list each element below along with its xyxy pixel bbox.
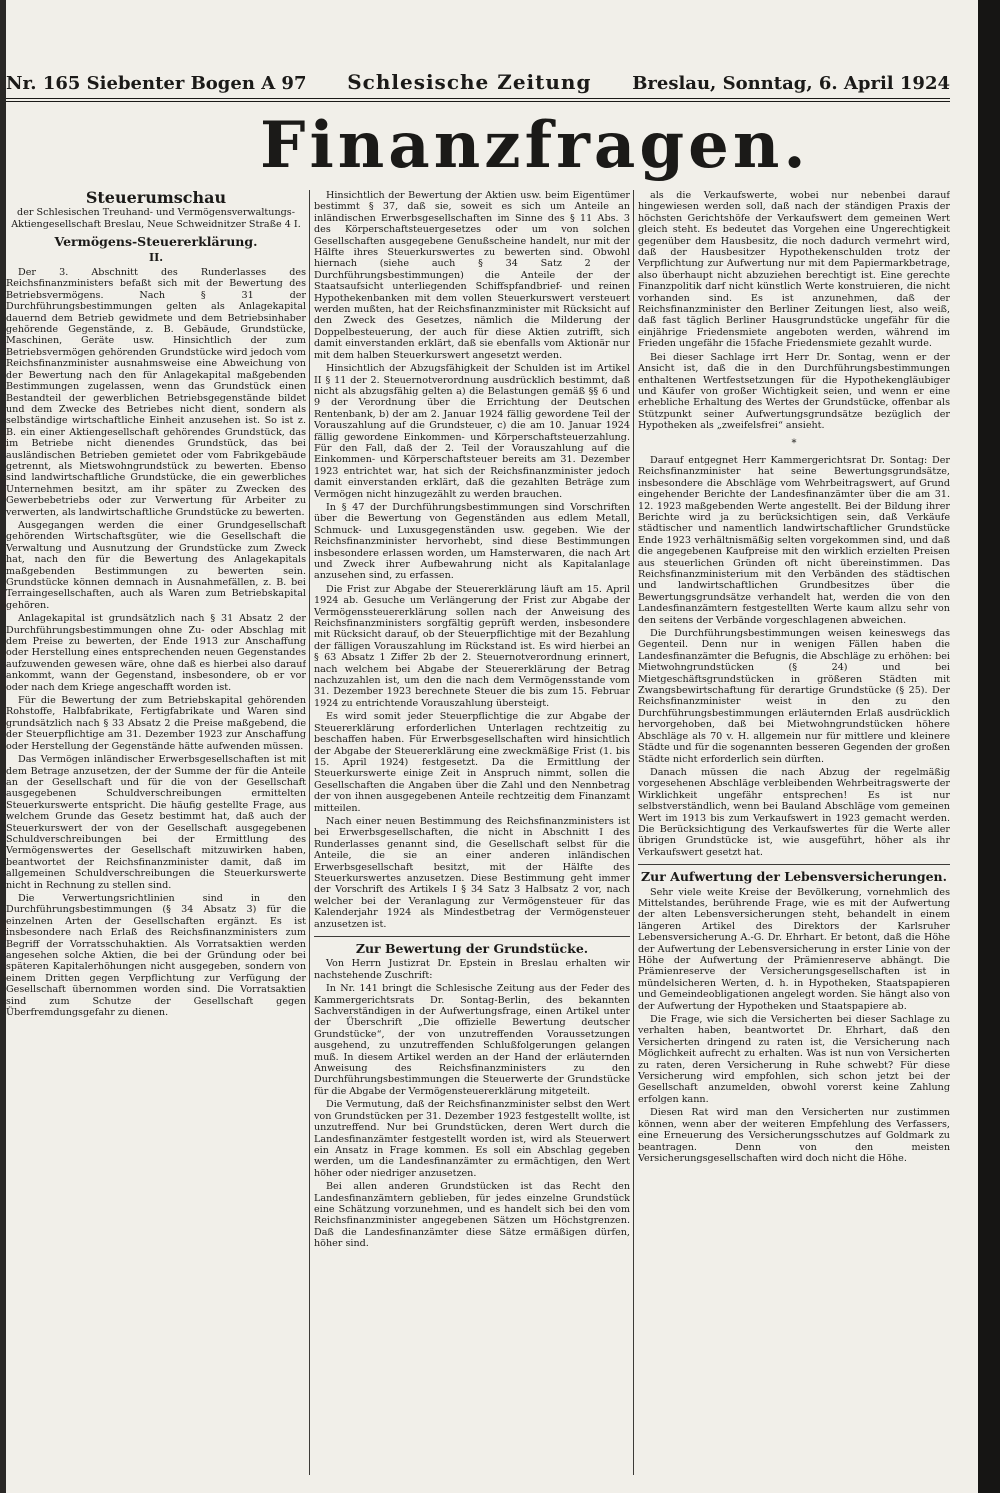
paragraph: Das Vermögen inländischer Erwerbsgesellschaften ist mit dem Betrage anzusetzen, der der Summe der für die Anteile an der Gesellschaft und für die von der Gesellschaft ausgegebenen Schuldverschreibungen ermittelten Steuerkurswerte entspricht. Die häufig gestellte Frage, aus welchem Grunde das Gesetz bestimmt hat, daß auch der Steuerkurswert der von der Gesellschaft ausgegebenen Schuldverschreibungen bei der Ermittlung des Vermögenswertes der Gesellschaft mitzuwirken haben, beantwortet der Reichsfinanzminister damit, daß im allgemeinen Schuldverschreibungen die Steuerkurswerte nicht in Rechnung zu stellen sind. [6,754,306,891]
article-byline: Von Herrn Justizrat Dr. Epstein in Breslau erhalten wir nachstehende Zuschrift: [314,958,630,981]
article-subheading: Vermögens-Steuererklärung. [54,234,258,250]
paragraph: Nach einer neuen Bestimmung des Reichsfinanzministers ist bei Erwerbsgesellschaften, die nicht in Abschnitt I des Runderlasses genannt sind, die Gesellschaft selbst für die Anteile, die sie an einer anderen inländischen Erwerbsgesellschaft besitzt, mit der Hälfte des Steuerkurswertes anzusetzen. Diese Bestimmung geht immer der Vorschrift des Artikels I § 34 Satz 3 Halbsatz 2 vor, nach welcher bei der Veranlagung zur Vermögensteuer für das Kalenderjahr 1924 als Mindestbetrag der Vermögensteuer anzusetzen ist. [314,815,630,930]
paragraph: In § 47 der Durchführungsbestimmungen sind Vorschriften über die Bewertung von Gegenständen aus edlem Metall, Schmuck- und Luxusgegenständen usw. gegeben. Wie der Reichsfinanzminister hervorhebt, sind diese Bestimmungen insbesondere erlassen worden, um Hamsterwaren, die nach Art und Zweck ihrer Aufbewahrung nicht als Kapitalanlage anzusehen sind, zu erfassen. [314,501,630,582]
paragraph: Hinsichtlich der Bewertung der Aktien usw. beim Eigentümer bestimmt § 37, daß sie, soweit es sich um Anteile an inländischen Erwerbsgesellschaften im Sinne des § 11 Abs. 3 des Körperschaftsteuergesetzes oder um von solchen Gesellschaften ausgegebene Genußscheine handelt, nur mit der Hälfte ihres Steuerkurswertes zu bewerten sind. Obwohl hiernach (siehe auch § 34 Satz 2 der Durchführungsbestimmungen) die Anteile der der Staatsaufsicht unterliegenden Schiffspfandbrief- und reinen Hypothekenbanken mit dem vollen Steuerkurswert versteuert werden mußten, hat der Reichsfinanzminister mit Rücksicht auf den Zweck des Gesetzes, nämlich die Milderung der Doppelbesteuerung, der auch für diese Aktien zutrifft, sich damit einverstanden erklärt, daß sie ebenfalls vom Aktionär nur mit dem halben Steuerkurswert angesetzt werden. [314,190,630,361]
paragraph: Diesen Rat wird man den Versicherten nur zustimmen können, wenn aber der weiteren Empfehlung des Verfassers, eine Erneuerung des Versicherungsschutzes auf Goldmark zu beantragen. Denn von den meisten Versicherungsgesellschaften wird doch nicht die Höhe. [638,1107,950,1164]
paragraph: Die Vermutung, daß der Reichsfinanzminister selbst den Wert von Grundstücken per 31. Dezember 1923 festgestellt wollte, ist unzutreffend. Nur bei Grundstücken, deren Wert durch die Landesfinanzämter festgestellt worden ist, wird als Steuerwert ein Ansatz in Frage kommen. Es soll ein Abschlag gegeben werden, um die Landesfinanzämter zu ermächtigen, den Wert höher oder niedriger anzusetzen. [314,1099,630,1179]
article-byline: der Schlesischen Treuhand- und Vermögensverwaltungs-Aktiengesellschaft Breslau, Neue Schweidnitzer Straße 4 I. [11,207,301,230]
paragraph: Die Frist zur Abgabe der Steuererklärung läuft am 15. April 1924 ab. Gesuche um Verlängerung der Frist zur Abgabe der Vermögenssteuererklärung sollen nach der Anweisung des Reichsfinanzministers sorgfältig geprüft werden, insbesondere mit Rücksicht darauf, ob der Steuerpflichtige mit der Bezahlung der fälligen Vorauszahlung im Rückstand ist. Es wird hierbei an § 63 Absatz 1 Ziffer 2b der 2. Steuernotverordnung erinnert, nach welchem bei Abgabe der Steuererklärung der Betrag nachzuzahlen ist, um den die nach dem Vermögensstande vom 31. Dezember 1923 berechnete Steuer die bis zum 15. Februar 1924 zu entrichtende Vorauszahlung übersteigt. [314,583,630,709]
column-2 [314,190,630,1475]
paragraph: Für die Bewertung der zum Betriebskapital gehörenden Rohstoffe, Halbfabrikate, Fertigfabrikate und Waren sind grundsätzlich nach § 33 Absatz 2 die Preise maßgebend, die der Steuerpflichtige am 31. Dezember 1923 zur Anschaffung oder Herstellung der Gegenstände hätte aufwenden müssen. [6,695,306,752]
paragraph: Die Frage, wie sich die Versicherten bei dieser Sachlage zu verhalten haben, beantwortet Dr. Ehrhart, daß den Versicherten dringend zu raten ist, die Versicherung nach Möglichkeit aufrecht zu erhalten. Was ist nun von Versicherten zu raten, deren Versicherung in Ruhe schwebt? Für diese Versicherung wird empfohlen, sich schon jetzt bei der Gesellschaft anzumelden, obwohl vorerst keine Zahlung erfolgen kann. [638,1014,950,1105]
paragraph: Ausgegangen werden die einer Grundgesellschaft gehörenden Wirtschaftsgüter, wie die Gesellschaft die Verwaltung und Ausnutzung der Grundstücke zum Zweck hat, nach den für die Bewertung des Anlagekapitals maßgebenden Bestimmungen zu bewerten sein. Grundstücke können demnach in Ausnahmefällen, z. B. bei Terraingesellschaften, auch als Waren zum Betriebskapital gehören. [6,519,306,611]
paragraph: als die Verkaufswerte, wobei nur nebenbei darauf hingewiesen werden soll, daß nach der ständigen Praxis der höchsten Gerichtshöfe der Verkaufswert dem gemeinen Wert gleich steht. Es bedeutet das Vorgehen eine Ungerechtigkeit gegenüber dem Hausbesitz, die noch dadurch vermehrt wird, daß der Hausbesitzer Hypothekenschulden trotz der Verpflichtung zur Aufwertung nur mit dem Papiermarkbetrage, also überhaupt nicht abzuziehen berechtigt ist. Eine gerechte Finanzpolitik darf nicht künstlich Werte konstruieren, die nicht vorhanden sind. Es ist anzunehmen, daß der Reichsfinanzminister den Berliner Zeitungen liest, also weiß, daß fast täglich Berliner Hausgrundstücke ungefähr für die einjährige Friedensmiete angeboten werden, während im Frieden ungefähr die 15fache Friedensmiete gezahlt wurde. [638,190,950,350]
article-heading: Steuerumschau [85,190,227,207]
paragraph: Die Verwertungsrichtlinien sind in den Durchführungsbestimmungen (§ 34 Absatz 3) für die einzelnen Arten der Gesellschaften ergänzt. Es ist insbesondere nach Erlaß des Reichsfinanzministers zum Begriff der Vorratsschuhaktien. Als Vorratsaktien werden angesehen solche Aktien, die bei der Gründung oder bei späteren Kapitalerhöhungen nicht ausgegeben, sondern von einem Dritten gegen Verpflichtung zur Verfügung der Gesellschaft übernommen worden sind. Die Vorratsaktien sind zum Schutze der Gesellschaft gegen Überfremdungsgefahr zu dienen. [6,892,306,1019]
article-heading: Zur Bewertung der Grundstücke. [355,941,589,956]
article-heading: Zur Aufwertung der Lebensversicherungen. [641,869,947,885]
masthead [6,64,950,102]
paragraph: Darauf entgegnet Herr Kammergerichtsrat Dr. Sontag: Der Reichsfinanzminister hat seine Bewertungsgrundsätze, insbesondere die Abschläge vom Wehrbeitragswert, auf Grund eingehender Berichte der Landesfinanzämter über die am 31. 12. 1923 maßgebenden Werte angestellt. Bei der Bildung ihrer Berichte wird ja zu berücksichtigen sein, daß Verkäufe städtischer und namentlich landwirtschaftlicher Grundstücke Ende 1923 verhältnismäßig selten vorgekommen sind, und daß die angegebenen Kaufpreise mit den wirklich erzielten Preisen aus steuerlichen Gründen oft nicht übereinstimmen. Das Reichsfinanzministerium mit den Verbänden des städtischen und landwirtschaftlichen Grundbesitzes über die Bewertungsgrundsätze verhandelt hat, werden die von den Landesfinanzämtern festgestellten Werte kaum allzu sehr von den seitens der Verbände vorgeschlagenen abweichen. [638,454,950,626]
column-1 [6,190,306,1475]
paragraph: Hinsichtlich der Abzugsfähigkeit der Schulden ist im Artikel II § 11 der 2. Steuernotverordnung ausdrücklich bestimmt, daß nicht als abzugsfähig gelten a) die Belastungen gemäß §§ 6 und 9 der Verordnung über die Errichtung der Deutschen Rentenbank, b) der am 2. Januar 1924 fällig gewordene Teil der Vorauszahlung auf die Grundsteuer, c) die am 10. Januar 1924 fällig gewordene Einkommen- und Körperschaftsteuerzahlung. Für den Fall, daß der 2. Teil der Vorauszahlung auf die Einkommen- und Körperschaftsteuer bereits am 31. Dezember 1923 entrichtet war, hat sich der Reichsfinanzminister jedoch damit einverstanden erklärt, daß die gezahlten Beträge zum Vermögen nicht hinzugezählt zu werden brauchen. [314,363,630,500]
paragraph: Bei dieser Sachlage irrt Herr Dr. Sontag, wenn er der Ansicht ist, daß die in den Durchführungsbestimmungen enthaltenen Wertfestsetzungen für die Hypothekengläubiger und Käufer von großer Wichtigkeit seien, und wenn er eine erhebliche Erhaltung des Wertes der Grundstücke, offenbar als Stützpunkt seiner Aufwertungsgrundsätze bezüglich der Hypotheken als „zweifelsfrei“ ansieht. [638,351,950,432]
column-rule [309,190,310,1475]
masthead-dateline: Breslau, Sonntag, 6. April 1924 [632,73,950,94]
paragraph: Der 3. Abschnitt des Runderlasses des Reichsfinanzministers befaßt sich mit der Bewertung des Betriebsvermögens. Nach § 31 der Durchführungsbestimmungen gelten als Anlagekapital dauernd dem Betrieb gewidmete und dem Betriebsinhaber gehörende Gegenstände, z. B. Gebäude, Grundstücke, Maschinen, Geräte usw. Hinsichtlich der zum Betriebsvermögen gehörenden Grundstücke wird jedoch vom Reichsfinanzminister ausnahmsweise eine Abweichung von der Bewertung nach den für Anlagekapital maßgebenden Bestimmungen zugelassen, wenn das Grundstück einen Bestandteil der gewerblichen Betriebsgegenstände bildet und dem Zwecke des Betriebes nicht dient, sondern als selbständige wirtschaftliche Einheit anzusehen ist. So ist z. B. ein einer Aktiengesellschaft gehörendes Grundstück, das im Betriebe nicht dienendes Grundstück, das bei ausländischen Betrieben gemietet oder vom Fabrikgebäude getrennt, als Mietswohngrundstück zu bewerten. Ebenso sind landwirtschaftliche Grundstücke, die ein gewerbliches Unternehmen besitzt, am ihr später zu Zwecken des Gewerbebetriebs oder zur Verwertung für Arbeiter zu verwerten, als landwirtschaftliche Grundstücke zu bewerten. [6,267,306,518]
section-star-divider: * [791,437,797,449]
paragraph: Anlagekapital ist grundsätzlich nach § 31 Absatz 2 der Durchführungsbestimmungen ohne Zu- oder Abschlag mit dem Preise zu bewerten, der Ende 1913 zur Anschaffung oder Herstellung eines entsprechenden neuen Gegenstandes aufzuwenden gewesen wäre, ohne daß es hierbei also darauf ankommt, wann der Gegenstand, insbesondere, ob er vor oder nach dem Kriege angeschafft worden ist. [6,613,306,693]
column-3 [638,190,950,1475]
paragraph: Die Durchführungsbestimmungen weisen keineswegs das Gegenteil. Denn nur in wenigen Fällen haben die Landesfinanzämter die Befugnis, die Abschläge zu erhöhen: bei Mietwohngrundstücken (§ 24) und bei Mietgeschäftsgrundstücken in größeren Städten mit Zwangsbewirtschaftung für derartige Grundstücke (§ 25). Der Reichsfinanzminister weist in den zu den Durchführungsbestimmungen erläuternden Erlaß ausdrücklich hervorgehoben, daß bei Mietwohngrundstücken höhere Abschläge als 70 v. H. allgemein nur für mittlere und kleinere Städte und für die sogenannten besseren Gegenden der großen Städte nicht erforderlich sein dürften. [638,628,950,765]
paragraph: Sehr viele weite Kreise der Bevölkerung, vornehmlich des Mittelstandes, berührende Frage, wie es mit der Aufwertung der alten Lebensversicherungen steht, behandelt in einem längeren Artikel des Direktors der Karlsruher Lebensversicherung A.-G. Dr. Ehrhart. Er betont, daß die Höhe der Aufwertung der Lebensversicherung in erster Linie von der Höhe der Aufwertung der Prämienreserve abhängt. Die Prämienreserve der Versicherungsgesellschaften ist in mündelsicheren Werten, d. h. in Hypotheken, Staatspapieren und Gemeindeobligationen angelegt worden. Sie hängt also von der Aufwertung der Hypotheken und Staatspapiere ab. [638,886,950,1012]
paragraph: In Nr. 141 bringt die Schlesische Zeitung aus der Feder des Kammergerichtsrats Dr. Sontag-Berlin, des bekannten Sachverständigen in der Aufwertungsfrage, einen Artikel unter der Überschrift „Die offizielle Bewertung deutscher Grundstücke“, der von unzutreffenden Voraussetzungen ausgehend, zu unzutreffenden Schlußfolgerungen gelangen muß. In diesem Artikel werden an der Hand der erläuternden Anweisung des Reichsfinanzministers zu den Durchführungsbestimmungen die Steuerwerte der Grundstücke für die Abgabe der Vermögensteuererklärung mitgeteilt. [314,983,630,1097]
column-rule [633,190,634,1475]
section-divider [638,864,950,865]
paragraph: Bei allen anderen Grundstücken ist das Recht den Landesfinanzämtern geblieben, für jedes einzelne Grundstück eine Schätzung vorzunehmen, und es handelt sich bei den vom Reichsfinanzminister angegebenen Sätzen um Höchstgrenzen. Daß die Landesfinanzämter diese Sätze ermäßigen dürfen, höher sind. [314,1181,630,1250]
page-title: Finanzfragen. [260,108,810,183]
masthead-issue: Nr. 165 Siebenter Bogen A 97 [6,73,307,94]
masthead-paper-name: Schlesische Zeitung [347,70,592,94]
section-divider [314,936,630,937]
paragraph: Es wird somit jeder Steuerpflichtige die zur Abgabe der Steuererklärung erforderlichen Unterlagen rechtzeitig zu beschaffen haben. Für Erwerbsgesellschaften wird hinsichtlich der Abgabe der Steuererklärung eine zweckmäßige Frist (1. bis 15. April 1924) festgesetzt. Da die Ermittlung der Steuerkurswerte einige Zeit in Anspruch nimmt, sollen die Gesellschaften die Angaben über die Zahl und den Nennbetrag der von ihnen ausgegebenen Anteile rechtzeitig dem Finanzamt mitteilen. [314,711,630,814]
paragraph: Danach müssen die nach Abzug der regelmäßig vorgesehenen Abschläge verbleibenden Wehrbeitragswerte der Wirklichkeit ungefähr entsprechen! Es ist nur selbstverständlich, wenn bei Bauland Abschläge vom gemeinen Wert im 1913 bis zum Verkaufswert in 1923 gemacht werden. Die Berücksichtigung des Verkaufswertes für die Werte aller übrigen Grundstücke ist, wie ausgeführt, höher als ihr Verkaufswert gesetzt hat. [638,766,950,858]
article-part-number: II. [148,250,164,264]
page-right-edge [978,0,1000,1493]
